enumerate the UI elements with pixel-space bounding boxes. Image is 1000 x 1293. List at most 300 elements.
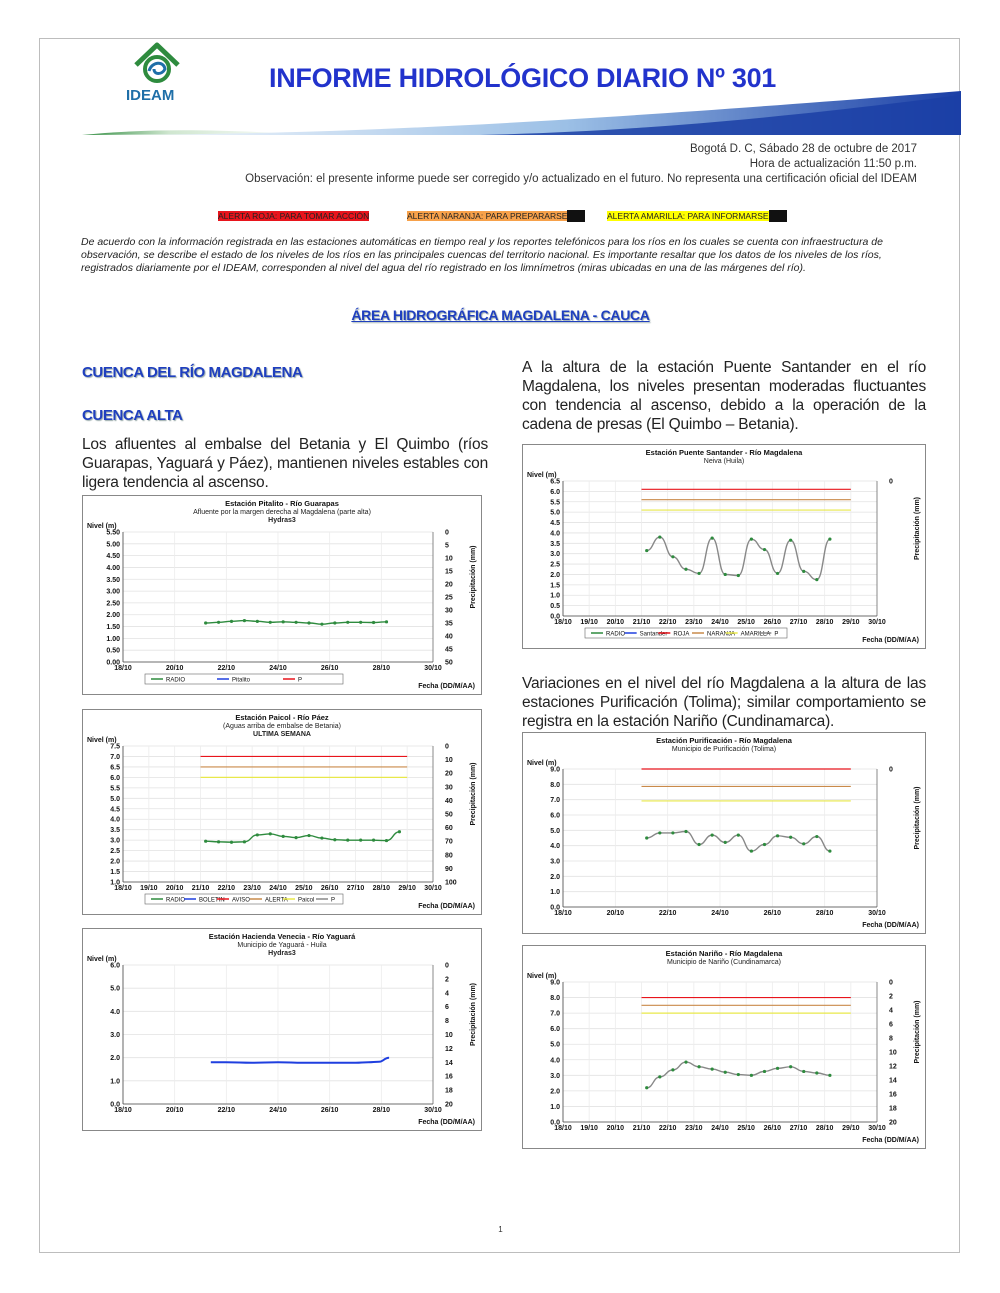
y2-tick-label: 10 — [889, 1049, 897, 1057]
data-point — [711, 1068, 714, 1071]
chart-svg — [83, 929, 481, 1130]
y-tick-label: 6.5 — [550, 478, 560, 486]
x-tick-label: 26/10 — [320, 1107, 339, 1114]
x-tick-label: 28/10 — [372, 885, 391, 892]
y-tick-label: 4.0 — [110, 816, 120, 824]
x-tick-label: 26/10 — [320, 885, 339, 892]
chart-title: Estación Nariño - Río Magdalena — [665, 949, 783, 958]
data-point — [372, 621, 375, 624]
data-point — [320, 623, 323, 626]
area-title: ÁREA HIDROGRÁFICA MAGDALENA - CAUCA — [351, 307, 650, 323]
x-tick-label: 25/10 — [737, 619, 755, 626]
chart-svg — [523, 946, 925, 1148]
alert-orange-label: ALERTA NARANJA: PARA PREPARARSE — [407, 211, 568, 221]
y2-tick-label: 20 — [445, 581, 453, 589]
y-tick-label: 0.50 — [106, 647, 120, 655]
y2-tick-label: 2 — [889, 993, 893, 1001]
y2-tick-label: 16 — [445, 1073, 453, 1081]
chart-title: Estación Paicol - Río Páez — [235, 713, 329, 722]
x-tick-label: 21/10 — [191, 885, 210, 892]
chart-title: Estación Pitalito - Río Guarapas — [225, 499, 339, 508]
data-point — [333, 838, 336, 841]
y2-tick-label: 12 — [889, 1063, 897, 1071]
chart-paicol — [82, 709, 482, 915]
x-tick-label: 24/10 — [269, 885, 287, 892]
y2-tick-label: 15 — [445, 568, 453, 576]
data-point — [307, 834, 310, 837]
y2-axis-label: Precipitación (mm) — [914, 1000, 921, 1064]
x-tick-label: 28/10 — [815, 910, 834, 917]
y-tick-label: 8.0 — [550, 995, 560, 1003]
data-point — [750, 849, 753, 852]
y-tick-label: 3.0 — [550, 858, 560, 866]
data-point — [802, 842, 805, 845]
x-tick-label: 20/10 — [606, 619, 625, 626]
alert-red-label: ALERTA ROJA: PARA TOMAR ACCIÓN — [218, 211, 370, 221]
data-point — [776, 834, 779, 837]
y-tick-label: 5.5 — [550, 499, 560, 507]
legend-item: Paicol — [298, 897, 315, 904]
alert-red — [216, 210, 371, 222]
y-tick-label: 3.5 — [110, 827, 120, 835]
data-point — [737, 574, 740, 577]
legend-item: RADIO — [606, 631, 626, 638]
y-tick-label: 4.0 — [110, 1008, 120, 1016]
data-point — [789, 539, 792, 542]
data-point — [697, 843, 700, 846]
x-tick-label: 25/10 — [295, 885, 313, 892]
y-tick-label: 0.00 — [106, 659, 120, 667]
data-point — [776, 1067, 779, 1070]
x-tick-label: 18/10 — [554, 619, 572, 626]
x-tick-label: 26/10 — [763, 910, 782, 917]
data-point — [802, 1070, 805, 1073]
data-point — [671, 555, 674, 558]
y2-tick-label: 20 — [445, 1101, 453, 1109]
y2-tick-label: 4 — [445, 990, 449, 998]
x-tick-label: 29/10 — [398, 885, 416, 892]
data-point — [828, 849, 831, 852]
y2-tick-label: 20 — [889, 1119, 897, 1127]
y2-tick-label: 5 — [445, 542, 449, 550]
data-point — [256, 833, 259, 836]
y-tick-label: 2.0 — [550, 873, 560, 881]
chart-title: Estación Hacienda Venecia - Río Yaguará — [208, 932, 356, 941]
alert-orange — [405, 210, 587, 222]
data-point — [815, 578, 818, 581]
chart-subtitle: Neiva (Huila) — [703, 458, 745, 465]
y-tick-label: 9.0 — [550, 766, 560, 774]
y-axis-label: Nivel (m) — [527, 760, 557, 767]
y-tick-label: 1.00 — [106, 635, 120, 643]
x-tick-label: 18/10 — [114, 885, 132, 892]
x-tick-label: 30/10 — [868, 910, 886, 917]
x-tick-label: 19/10 — [140, 885, 158, 892]
y-tick-label: 2.00 — [106, 612, 120, 620]
chart-purificacion — [522, 732, 926, 934]
y-tick-label: 1.0 — [110, 879, 120, 887]
data-point — [282, 620, 285, 623]
x-tick-label: 21/10 — [632, 619, 651, 626]
y-tick-label: 5.0 — [550, 509, 560, 517]
y2-axis-label: Precipitación (mm) — [470, 545, 477, 609]
y-tick-label: 9.0 — [550, 979, 560, 987]
y2-tick-label: 35 — [445, 620, 453, 628]
y2-tick-label: 45 — [445, 646, 453, 654]
y-tick-label: 6.5 — [110, 764, 120, 772]
chart-subtitle: Afluente por la margen derecha al Magdalena (parte alta) — [193, 509, 371, 516]
chart-pitalito — [82, 495, 482, 695]
data-point — [815, 835, 818, 838]
data-point — [750, 1074, 753, 1077]
y-tick-label: 7.0 — [550, 797, 560, 805]
intro-paragraph: De acuerdo con la información registrada en las estaciones automáticas en tiempo real y los reportes telefónicos para los ríos en los cuales se cuenta con infraestructura de observación, se describe el estado de los niveles de los ríos en las principales cuencas del territorio nacional. Es importante resaltar que los datos de los niveles de los ríos, registrados diariamente por el IDEAM, corresponden al nivel del agua del río registrado en los limnímetros (miras ubicadas en una de las márgenes del río). — [81, 236, 883, 274]
data-point — [711, 833, 714, 836]
data-point — [697, 572, 700, 575]
observation-note: Observación: el presente informe puede ser corregido y/o actualizado en el futuro. No representa una certificación oficial del IDEAM — [245, 173, 917, 185]
y2-tick-label: 100 — [445, 879, 457, 887]
data-point — [724, 841, 727, 844]
y2-tick-label: 0 — [889, 766, 893, 774]
data-point — [243, 840, 246, 843]
chart-subtitle-2: Hydras3 — [268, 517, 296, 524]
x-tick-label: 29/10 — [842, 1125, 860, 1132]
y2-tick-label: 6 — [445, 1004, 449, 1012]
x-tick-label: 25/10 — [737, 1125, 755, 1132]
x-tick-label: 21/10 — [632, 1125, 651, 1132]
y-tick-label: 2.5 — [550, 561, 560, 569]
report-title: INFORME HIDROLÓGICO DIARIO Nº 301 — [269, 63, 777, 93]
series-line — [206, 832, 400, 842]
y2-tick-label: 2 — [445, 976, 449, 984]
x-tick-label: 23/10 — [685, 1125, 703, 1132]
x-tick-label: 20/10 — [165, 885, 184, 892]
y-tick-label: 3.0 — [110, 1032, 120, 1039]
y2-tick-label: 14 — [445, 1059, 453, 1067]
x-tick-label: 30/10 — [424, 885, 442, 892]
legend-item: ALERTA — [265, 897, 288, 904]
x-tick-label: 26/10 — [763, 1125, 782, 1132]
x-tick-label: 27/10 — [346, 885, 365, 892]
y-tick-label: 5.5 — [110, 785, 120, 793]
chart-subtitle-2: ULTIMA SEMANA — [253, 731, 311, 738]
y2-axis-label: Precipitación (mm) — [470, 762, 477, 826]
data-point — [684, 830, 687, 833]
y-tick-label: 7.0 — [550, 1010, 560, 1018]
x-tick-label: 18/10 — [114, 1107, 132, 1114]
alert-orange-marker — [567, 210, 585, 222]
y-tick-label: 8.0 — [550, 781, 560, 789]
x-tick-label: 18/10 — [114, 665, 132, 672]
y-tick-label: 6.0 — [110, 774, 120, 782]
x-tick-label: 28/10 — [815, 619, 834, 626]
alert-yellow-label: ALERTA AMARILLA: PARA INFORMARSE — [607, 211, 769, 221]
data-point — [815, 1071, 818, 1074]
chart-title: Estación Purificación - Río Magdalena — [656, 736, 792, 745]
y-tick-label: 5.0 — [110, 985, 120, 993]
legend-item: Pitalito — [232, 677, 251, 684]
y2-tick-label: 70 — [445, 838, 453, 846]
y2-tick-label: 10 — [445, 1032, 453, 1039]
y-tick-label: 1.0 — [550, 1103, 560, 1111]
data-point — [776, 572, 779, 575]
y-tick-label: 5.00 — [106, 541, 120, 549]
y-axis-label: Nivel (m) — [87, 956, 117, 963]
y-tick-label: 4.0 — [550, 843, 560, 851]
chart-subtitle: Municipio de Purificación (Tolima) — [671, 746, 777, 753]
x-tick-label: 27/10 — [789, 1125, 808, 1132]
chart-subtitle: (Aguas arriba de embalse de Betania) — [223, 723, 341, 730]
x-tick-label: 30/10 — [424, 1107, 442, 1114]
y-tick-label: 7.5 — [110, 743, 120, 751]
x-tick-label: 23/10 — [685, 619, 703, 626]
data-point — [737, 833, 740, 836]
chart-narino — [522, 945, 926, 1149]
section-heading-cuenca-alta: CUENCA ALTA — [82, 407, 183, 424]
x-tick-label: 24/10 — [269, 665, 287, 672]
y-tick-label: 5.50 — [106, 529, 120, 537]
y-tick-label: 1.5 — [110, 869, 120, 877]
x-tick-label: 24/10 — [711, 1125, 729, 1132]
y2-tick-label: 40 — [445, 797, 453, 805]
y2-tick-label: 0 — [445, 743, 449, 751]
x-tick-label: 30/10 — [868, 1125, 886, 1132]
y2-tick-label: 40 — [445, 633, 453, 641]
data-point — [658, 1075, 661, 1078]
y-tick-label: 0.0 — [110, 1101, 120, 1109]
data-point — [724, 573, 727, 576]
x-tick-label: 26/10 — [320, 665, 339, 672]
y-tick-label: 1.0 — [110, 1078, 120, 1086]
y-tick-label: 3.50 — [106, 576, 120, 584]
logo-text: IDEAM — [126, 87, 175, 104]
data-point — [763, 843, 766, 846]
y-tick-label: 6.0 — [550, 812, 560, 820]
x-tick-label: 28/10 — [372, 665, 391, 672]
legend-item: P — [298, 677, 303, 684]
x-tick-label: 22/10 — [217, 885, 236, 892]
data-point — [359, 621, 362, 624]
data-point — [346, 839, 349, 842]
x-tick-label: 27/10 — [789, 619, 808, 626]
y2-tick-label: 10 — [445, 555, 453, 563]
data-point — [269, 832, 272, 835]
y2-tick-label: 16 — [889, 1091, 897, 1099]
data-point — [684, 1061, 687, 1064]
data-point — [697, 1065, 700, 1068]
y2-tick-label: 14 — [889, 1077, 897, 1085]
data-point — [385, 620, 388, 623]
legend-item: P — [331, 897, 336, 904]
x-tick-label: 19/10 — [580, 1125, 598, 1132]
y2-tick-label: 50 — [445, 811, 453, 819]
data-point — [204, 621, 207, 624]
chart-svg — [523, 733, 925, 933]
y-tick-label: 6.0 — [550, 1026, 560, 1034]
x-axis-label: Fecha (DD/M/AA) — [862, 922, 919, 929]
y2-tick-label: 18 — [889, 1105, 897, 1113]
legend-item: ROJA — [673, 631, 690, 638]
data-point — [828, 538, 831, 541]
data-point — [269, 621, 272, 624]
data-point — [802, 570, 805, 573]
x-tick-label: 24/10 — [711, 619, 729, 626]
x-tick-label: 22/10 — [658, 1125, 677, 1132]
y-tick-label: 0.0 — [550, 1119, 560, 1127]
x-axis-label: Fecha (DD/M/AA) — [418, 903, 475, 910]
data-point — [294, 621, 297, 624]
y-tick-label: 7.0 — [110, 753, 120, 761]
x-tick-label: 18/10 — [554, 910, 572, 917]
data-point — [204, 840, 207, 843]
y-tick-label: 6.0 — [110, 962, 120, 970]
data-point — [307, 621, 310, 624]
y-tick-label: 2.50 — [106, 600, 120, 608]
chart-hacienda-venecia — [82, 928, 482, 1131]
chart-subtitle: Municipio de Yaguará - Huila — [237, 942, 327, 949]
data-point — [737, 1073, 740, 1076]
paragraph-afluentes: Los afluentes al embalse del Betania y El Quimbo (ríos Guarapas, Yaguará y Páez), mantienen niveles estables con ligera tendencia al ascenso. — [82, 436, 488, 491]
legend-item: BOLETIN — [199, 897, 225, 904]
y2-tick-label: 4 — [889, 1007, 893, 1015]
y-tick-label: 5.0 — [550, 1041, 560, 1049]
data-point — [658, 831, 661, 834]
y2-tick-label: 8 — [889, 1035, 893, 1043]
data-point — [750, 538, 753, 541]
x-tick-label: 23/10 — [243, 885, 261, 892]
data-point — [645, 836, 648, 839]
page-number: 1 — [498, 1225, 503, 1234]
alert-yellow-marker — [769, 210, 787, 222]
legend-item: AMARILLA — [740, 631, 771, 638]
alert-yellow — [605, 210, 789, 222]
x-tick-label: 24/10 — [269, 1107, 287, 1114]
y-tick-label: 3.00 — [106, 588, 120, 596]
ideam-logo-icon — [132, 39, 182, 87]
data-point — [243, 619, 246, 622]
y-tick-label: 6.0 — [550, 488, 560, 496]
data-point — [230, 620, 233, 623]
data-point — [385, 839, 388, 842]
data-point — [217, 840, 220, 843]
y2-tick-label: 25 — [445, 594, 453, 602]
x-tick-label: 26/10 — [763, 619, 782, 626]
y2-tick-label: 6 — [889, 1021, 893, 1029]
y2-tick-label: 0 — [889, 979, 893, 987]
data-point — [658, 535, 661, 538]
data-point — [217, 621, 220, 624]
y-tick-label: 3.0 — [550, 1072, 560, 1080]
paragraph-puente-santander: A la altura de la estación Puente Santander en el río Magdalena, los niveles presentan moderadas fluctuantes con tendencia al ascenso, debido a la operación de la cadena de presas (El Quimbo – Betania). — [522, 359, 926, 433]
data-point — [256, 620, 259, 623]
chart-subtitle-2: Hydras3 — [268, 950, 296, 957]
x-tick-label: 30/10 — [424, 665, 442, 672]
y2-tick-label: 12 — [445, 1045, 453, 1053]
legend-item: RADIO — [166, 677, 186, 684]
data-point — [645, 1086, 648, 1089]
legend-item: AVISO — [232, 897, 250, 904]
y-tick-label: 0.5 — [550, 603, 560, 611]
legend-item: Santander — [639, 631, 668, 638]
x-tick-label: 28/10 — [372, 1107, 391, 1114]
data-point — [671, 831, 674, 834]
legend-item: NARANJA — [707, 631, 736, 638]
data-point — [684, 568, 687, 571]
chart-svg — [83, 496, 481, 694]
x-tick-label: 22/10 — [658, 910, 677, 917]
y-tick-label: 3.0 — [550, 551, 560, 559]
y2-tick-label: 50 — [445, 659, 453, 667]
x-tick-label: 20/10 — [606, 1125, 625, 1132]
y-tick-label: 2.0 — [110, 1055, 120, 1063]
data-point — [398, 830, 401, 833]
y2-axis-label: Precipitación (mm) — [914, 786, 921, 850]
y2-tick-label: 18 — [445, 1087, 453, 1095]
y-tick-label: 0.0 — [550, 613, 560, 621]
data-point — [645, 549, 648, 552]
chart-subtitle: Municipio de Nariño (Cundinamarca) — [667, 959, 781, 966]
y2-tick-label: 30 — [445, 607, 453, 615]
chart-title: Estación Puente Santander - Río Magdalena — [645, 448, 803, 457]
y-tick-label: 2.0 — [550, 571, 560, 579]
y2-tick-label: 90 — [445, 865, 453, 873]
x-tick-label: 30/10 — [868, 619, 886, 626]
x-tick-label: 20/10 — [165, 1107, 184, 1114]
y-axis-label: Nivel (m) — [527, 472, 557, 479]
data-point — [711, 537, 714, 540]
y2-tick-label: 0 — [445, 529, 449, 537]
y2-tick-label: 10 — [445, 757, 453, 765]
y-tick-label: 2.0 — [550, 1088, 560, 1096]
y2-tick-label: 80 — [445, 852, 453, 860]
x-tick-label: 22/10 — [658, 619, 677, 626]
paragraph-purificacion: Variaciones en el nivel del río Magdalena a la altura de las estaciones Purificación (Tolima); similar comportamiento se registra en la estación Nariño (Cundinamarca). — [522, 675, 926, 730]
series-line — [211, 1058, 389, 1063]
y2-tick-label: 20 — [445, 770, 453, 778]
data-point — [359, 839, 362, 842]
x-tick-label: 22/10 — [217, 1107, 236, 1114]
y-tick-label: 4.5 — [110, 806, 120, 814]
y2-tick-label: 0 — [445, 962, 449, 970]
y-tick-label: 2.5 — [110, 848, 120, 856]
y-axis-label: Nivel (m) — [527, 973, 557, 980]
y-tick-label: 4.00 — [106, 564, 120, 572]
x-axis-label: Fecha (DD/M/AA) — [418, 683, 475, 690]
chart-svg — [83, 710, 481, 914]
y-tick-label: 4.50 — [106, 553, 120, 561]
data-point — [372, 839, 375, 842]
chart-puente-santander — [522, 444, 926, 649]
data-point — [333, 621, 336, 624]
y2-tick-label: 8 — [445, 1018, 449, 1026]
data-point — [282, 835, 285, 838]
update-time: Hora de actualización 11:50 p.m. — [749, 158, 917, 170]
x-tick-label: 18/10 — [554, 1125, 572, 1132]
report-date: Bogotá D. C, Sábado 28 de octubre de 2017 — [690, 143, 917, 155]
report-page — [39, 38, 960, 1253]
x-tick-label: 19/10 — [580, 619, 598, 626]
y-tick-label: 4.0 — [550, 530, 560, 538]
y2-tick-label: 0 — [889, 478, 893, 486]
y-tick-label: 3.0 — [110, 837, 120, 845]
y2-tick-label: 60 — [445, 825, 453, 833]
y-tick-label: 1.0 — [550, 889, 560, 897]
y-tick-label: 1.5 — [550, 582, 560, 590]
y-tick-label: 5.0 — [550, 827, 560, 835]
data-point — [828, 1074, 831, 1077]
y-axis-label: Nivel (m) — [87, 737, 117, 744]
data-point — [789, 836, 792, 839]
